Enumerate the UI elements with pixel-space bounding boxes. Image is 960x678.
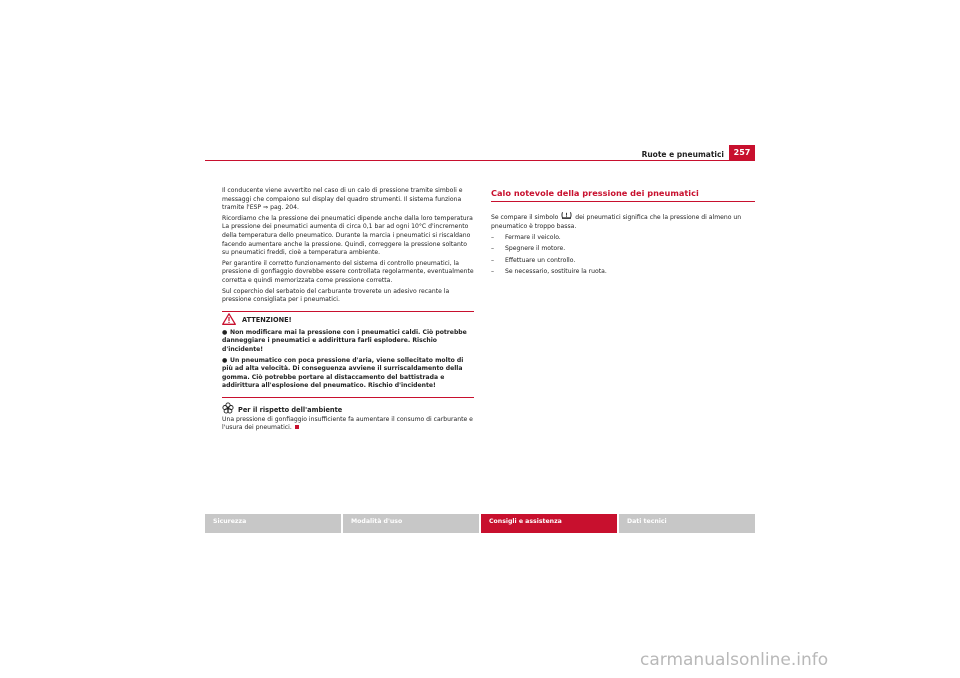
paragraph: Il conducente viene avvertito nel caso di un calo di pressione tramite simboli e messaggi che compaiono sul display del quadro strumenti. Il sistema funziona tramite l'ESP ⇒ pag. 204.	[222, 187, 463, 212]
warning-header	[222, 314, 474, 328]
tab-modalita-d-uso[interactable]: Modalità d'uso	[343, 514, 479, 533]
header-rule	[205, 160, 755, 161]
warning-bullet: ● Non modificare mai la pressione con i pneumatici caldi. Ciò potrebbe danneggiare i pneumatici e addirittura farli esplodere. Rischio d'incidente!	[222, 328, 467, 353]
tab-dati-tecnici[interactable]: Dati tecnici	[619, 514, 755, 533]
list-item: – Fermare il veicolo.	[491, 234, 561, 242]
warning-bullet: ● Un pneumatico con poca pressione d'aria, viene sollecitato molto di più ad alta velocità. Di conseguenza avviene il surriscaldamento della gomma. Ciò potrebbe portare al distaccamento del battistrada e addirittura all'esplosione del pneumatico. Rischio d'incidente!	[222, 356, 464, 390]
environment-title: Per il rispetto dell'ambiente	[238, 405, 343, 414]
paragraph: Ricordiamo che la pressione dei pneumatici dipende anche dalla loro temperatura La pressione dei pneumatici aumenta di circa 0,1 bar ad ogni 10°C d'incremento della temperatura dello pneumatico. Durante la marcia i pneumatici si riscaldano facendo aumentare anche la pressione. Quindi, correggere la pressione soltanto su pneumatici freddi, cioè a temperatura ambiente.	[222, 214, 473, 257]
header-title: Ruote e pneumatici	[641, 150, 724, 159]
tab-consigli-e-assistenza[interactable]: Consigli e assistenza	[481, 514, 617, 533]
tyre-pressure-icon	[561, 211, 572, 223]
paragraph: Sul coperchio del serbatoio del carburante troverete un adesivo recante la pressione consigliata per i pneumatici.	[222, 287, 450, 304]
section-end-icon	[295, 425, 299, 429]
section-title: Calo notevole della pressione dei pneumatici	[491, 188, 755, 202]
tab-sicurezza[interactable]: Sicurezza	[205, 514, 341, 533]
list-item: – Se necessario, sostituire la ruota.	[491, 267, 607, 275]
right-column	[491, 211, 755, 279]
warning-triangle-icon	[222, 313, 236, 329]
watermark: carmanualsonline.info	[640, 650, 829, 670]
left-column	[222, 187, 474, 435]
paragraph: Per garantire il corretto funzionamento del sistema di controllo pneumatici, la pressione di gonfiaggio dovrebbe essere controllata regolarmente, eventualmente corretta e quindi memorizzata come pressione corretta.	[222, 259, 474, 284]
warning-title: ATTENZIONE!	[242, 316, 292, 325]
environment-text: Una pressione di gonfiaggio insufficiente fa aumentare il consumo di carburante e l'usura dei pneumatici.	[222, 415, 473, 432]
footer-nav	[205, 514, 755, 533]
list-item: – Effettuare un controllo.	[491, 256, 576, 264]
list-item: – Spegnere il motore.	[491, 245, 566, 253]
environment-header	[222, 404, 474, 416]
warning-box	[222, 311, 474, 398]
intro-paragraph: Se compare il simbolo dei pneumatici significa che la pressione di almeno un pneumatico è troppo bassa.	[491, 211, 755, 231]
steps-list	[491, 234, 755, 276]
page-number: 257	[729, 145, 755, 161]
